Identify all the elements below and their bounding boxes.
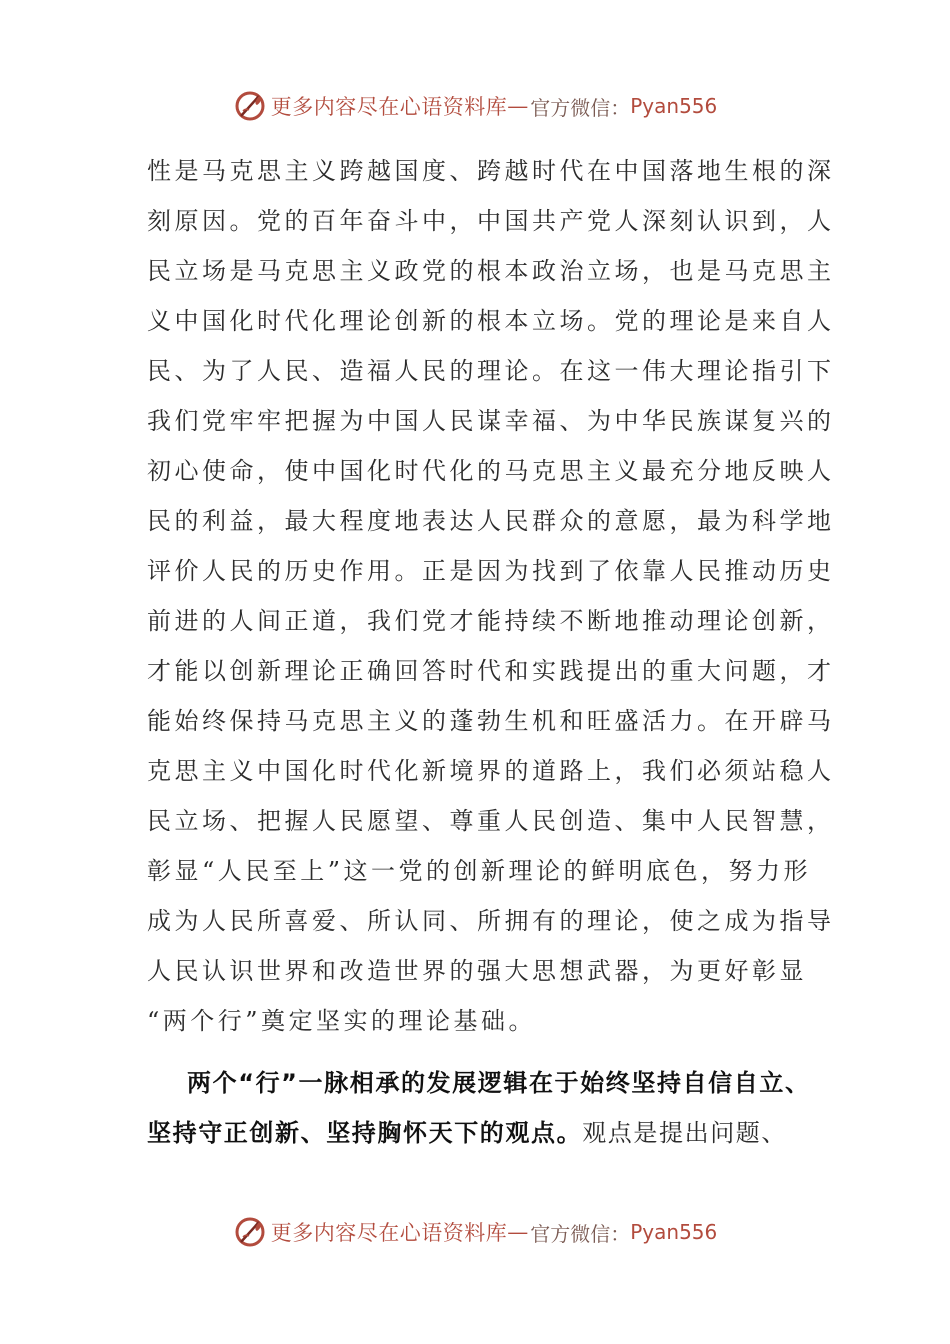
footer-brand: 更多内容尽在心语资料库: [270, 1221, 508, 1245]
header-wechat-label: 官方微信：: [530, 95, 631, 120]
bold-lead-text: 坚持守正创新、坚持胸怀天下的观点。: [147, 1119, 583, 1147]
text-line: “两个行”奠定坚实的理论基础。: [147, 1007, 537, 1035]
text-line: 彰显“人民至上”这一党的创新理论的鲜明底色，努力形: [147, 857, 812, 885]
text-line: 刻原因。党的百年奋斗中，中国共产党人深刻认识到，人: [147, 207, 835, 235]
text-line: 评价人民的历史作用。正是因为找到了依靠人民推动历史: [147, 557, 835, 585]
footer-wechat-label: 官方微信：: [530, 1221, 631, 1246]
quill-logo-icon: [233, 1215, 267, 1249]
text-line: 我们党牢牢把握为中国人民谋幸福、为中华民族谋复兴的: [147, 407, 835, 435]
footer-banner: [0, 1212, 950, 1252]
bold-lead-text: 两个“行”一脉相承的发展逻辑在于始终坚持自信自立、: [187, 1069, 811, 1097]
text-line: 人民认识世界和改造世界的强大思想武器，为更好彰显: [147, 957, 807, 985]
footer-separator: —: [507, 1220, 529, 1244]
text-line: 民立场、把握人民愿望、尊重人民创造、集中人民智慧，: [147, 807, 835, 835]
text-line: 前进的人间正道，我们党才能持续不断地推动理论创新，: [147, 607, 835, 635]
header-banner: [0, 86, 950, 126]
text-line: 性是马克思主义跨越国度、跨越时代在中国落地生根的深: [147, 157, 835, 185]
text-line: 初心使命，使中国化时代化的马克思主义最充分地反映人: [147, 457, 835, 485]
text-line: [147, 1108, 837, 1158]
text-line: 义中国化时代化理论创新的根本立场。党的理论是来自人: [147, 307, 835, 335]
paragraph-1: [147, 146, 835, 1046]
header-brand: 更多内容尽在心语资料库: [270, 95, 508, 119]
text-line: 民的利益，最大程度地表达人民群众的意愿，最为科学地: [147, 507, 835, 535]
text-line: 民、为了人民、造福人民的理论。在这一伟大理论指引下: [147, 357, 835, 385]
text-line: 能始终保持马克思主义的蓬勃生机和旺盛活力。在开辟马: [147, 707, 835, 735]
body-text: 观点是提出问题、: [582, 1119, 788, 1147]
text-line: [147, 1058, 837, 1108]
paragraph-2: [147, 1058, 837, 1158]
header-wechat-id: Pyan556: [630, 94, 718, 118]
header-separator: —: [507, 94, 529, 118]
quill-logo-icon: [233, 89, 267, 123]
text-line: 民立场是马克思主义政党的根本政治立场，也是马克思主: [147, 257, 835, 285]
text-line: 克思主义中国化时代化新境界的道路上，我们必须站稳人: [147, 757, 835, 785]
footer-wechat-id: Pyan556: [630, 1220, 718, 1244]
text-line: 成为人民所喜爱、所认同、所拥有的理论，使之成为指导: [147, 907, 835, 935]
text-line: 才能以创新理论正确回答时代和实践提出的重大问题，才: [147, 657, 835, 685]
